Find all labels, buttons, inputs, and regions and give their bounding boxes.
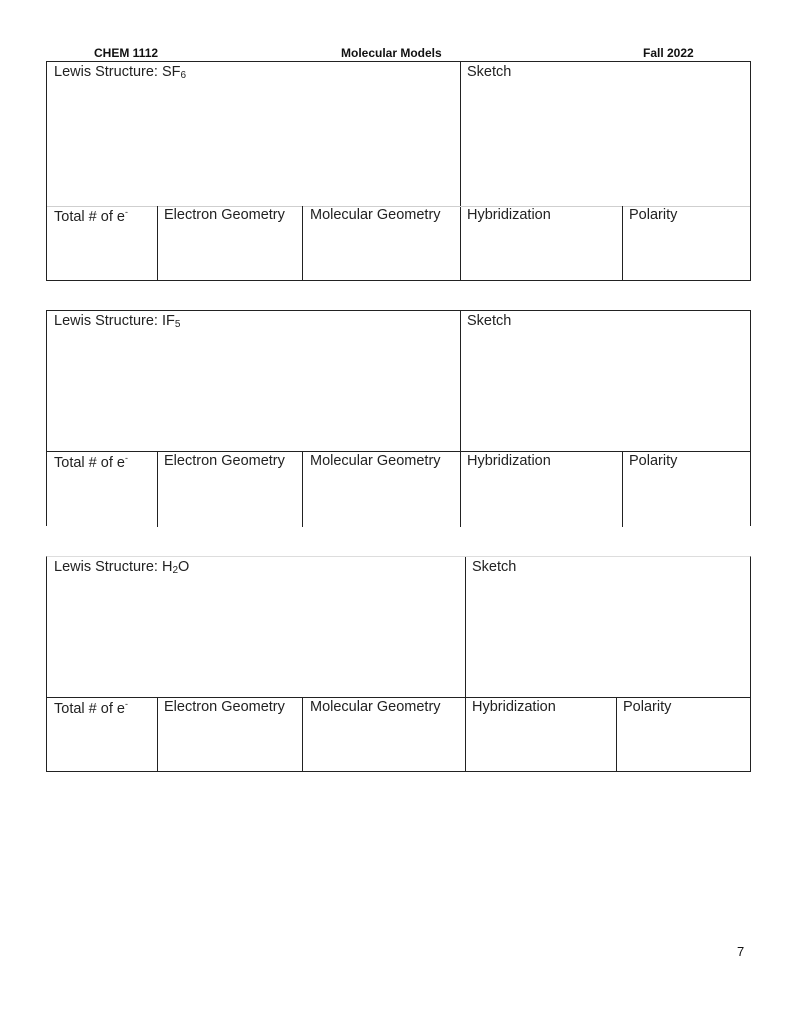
molecule-table-if5 — [46, 310, 751, 526]
electron-geometry-label: Electron Geometry — [164, 207, 285, 223]
hybridization-label: Hybridization — [467, 453, 551, 469]
molecule-table-h2o — [46, 556, 751, 772]
term: Fall 2022 — [643, 46, 694, 60]
sketch-label: Sketch — [472, 559, 517, 575]
electron-geometry-label: Electron Geometry — [164, 453, 285, 469]
polarity-label: Polarity — [629, 453, 678, 469]
total-electrons-label: Total # of e- — [54, 207, 128, 225]
molecule-table-sf6 — [46, 61, 751, 281]
electron-geometry-label: Electron Geometry — [164, 699, 285, 715]
lewis-structure-label: Lewis Structure: $IF_5$ — [54, 313, 181, 330]
molecular-geometry-label: Molecular Geometry — [310, 207, 441, 223]
polarity-label: Polarity — [629, 207, 678, 223]
total-electrons-label: Total # of e- — [54, 453, 128, 471]
hybridization-label: Hybridization — [467, 207, 551, 223]
molecular-geometry-label: Molecular Geometry — [310, 453, 441, 469]
polarity-label: Polarity — [623, 699, 672, 715]
total-electrons-label: Total # of e- — [54, 699, 128, 717]
lewis-structure-label: Lewis Structure: $SF_6$ — [54, 64, 187, 81]
sketch-label: Sketch — [467, 64, 512, 80]
lewis-structure-label: Lewis Structure: $H_2O$ — [54, 559, 190, 576]
sketch-label: Sketch — [467, 313, 512, 329]
page-number: 7 — [737, 944, 745, 959]
molecular-geometry-label: Molecular Geometry — [310, 699, 441, 715]
course-code: CHEM 1112 — [94, 46, 159, 60]
document-title: Molecular Models — [341, 46, 442, 60]
hybridization-label: Hybridization — [472, 699, 556, 715]
